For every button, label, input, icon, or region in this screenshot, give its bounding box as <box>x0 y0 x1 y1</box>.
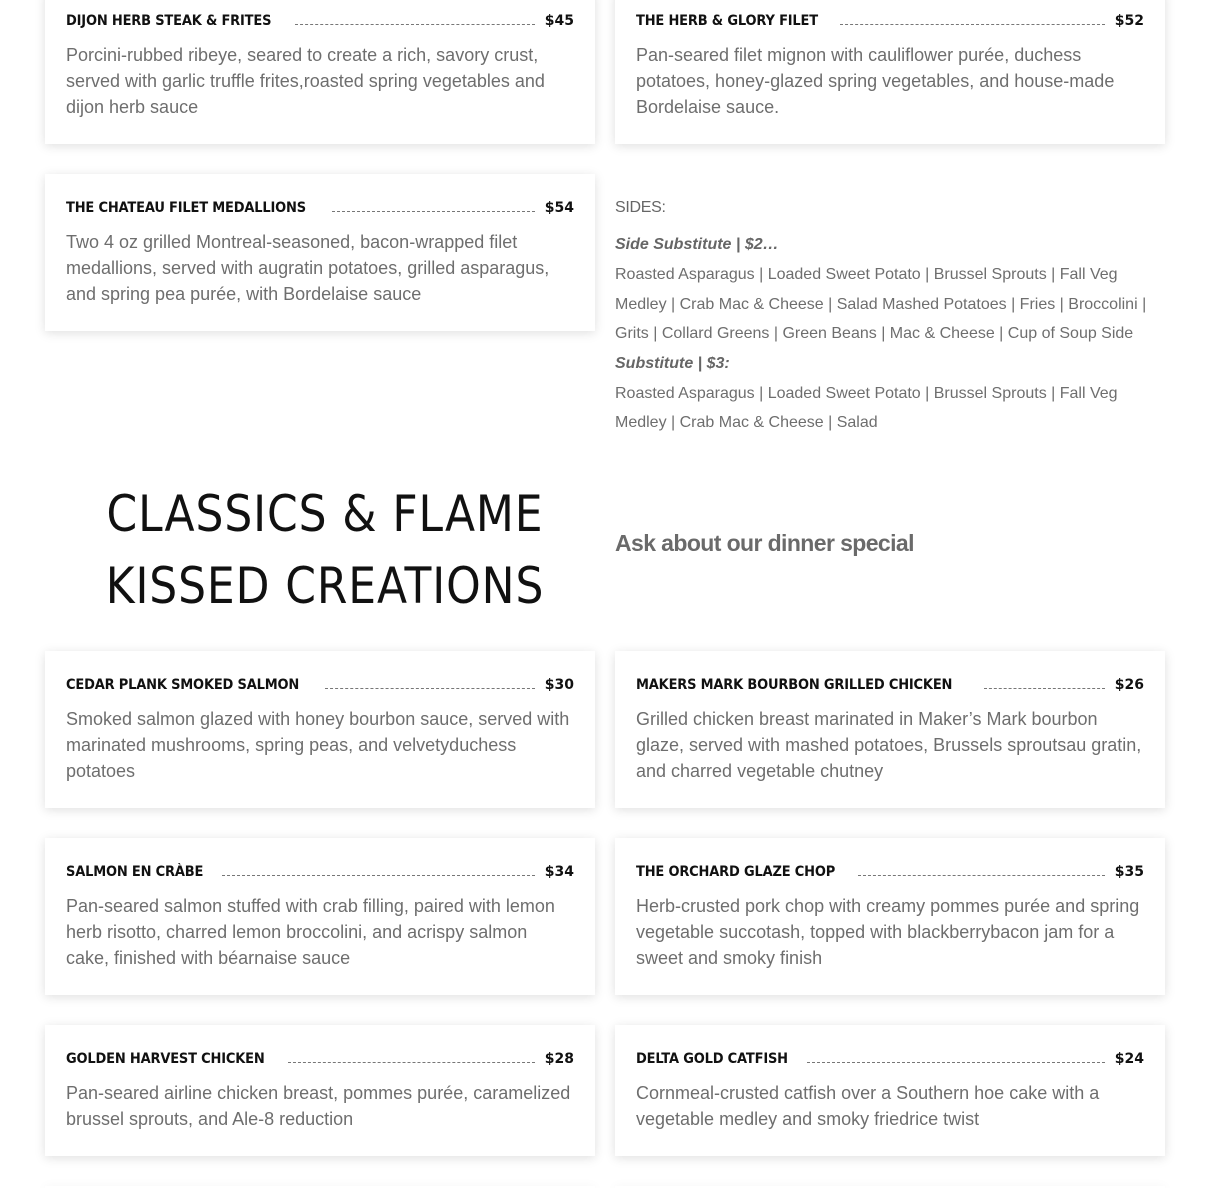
side-substitute-3-label: Substitute | $3: <box>615 354 730 372</box>
menu-card-dijon-herb-steak <box>45 0 595 144</box>
menu-card-header <box>636 1035 1144 1067</box>
menu-item-description: Pan-seared salmon stuffed with crab filling, paired with lemon herb risotto, charred lemon broccolini, and acrispy salmon cake, finished with béarnaise sauce <box>66 896 555 968</box>
section-title <box>79 478 572 622</box>
menu-card-header <box>66 1035 574 1067</box>
menu-item-name: THE HERB & GLORY FILET <box>636 13 818 29</box>
menu-item-description: Porcini-rubbed ribeye, seared to create a rich, savory crust, served with garlic truffle frites,roasted spring vegetables and dijon herb sauce <box>66 45 545 117</box>
menu-card-header <box>66 661 574 693</box>
menu-card-golden-harvest-chicken <box>45 1025 595 1156</box>
menu-item-description: Smoked salmon glazed with honey bourbon sauce, served with marinated mushrooms, spring peas, and velvetyduchess potatoes <box>66 709 570 781</box>
menu-card-cedar-plank-salmon <box>45 651 595 808</box>
menu-item-name: DELTA GOLD CATFISH <box>636 1051 788 1067</box>
dotted-leader <box>222 875 535 876</box>
menu-card-makers-mark-chicken <box>615 651 1165 808</box>
sides-title: SIDES: <box>615 199 666 216</box>
side-substitute-2-list: Roasted Asparagus | Loaded Sweet Potato | Brussel Sprouts | Fall Veg Medley | Crab Mac & Cheese | Salad Mashed Potatoes | Fries | Broccolini | Grits | Collard Greens | Green Beans | Mac & Cheese | Cup of Soup Side <box>615 266 1147 342</box>
menu-card-header <box>66 0 574 29</box>
side-substitute-3-list: Roasted Asparagus | Loaded Sweet Potato | Brussel Sprouts | Fall Veg Medley | Crab Mac & Cheese | Salad <box>615 384 1118 431</box>
menu-card-salmon-en-crabe <box>45 838 595 995</box>
menu-card-header <box>636 0 1144 29</box>
menu-card-delta-gold-catfish <box>615 1025 1165 1156</box>
menu-item-name: DIJON HERB STEAK & FRITES <box>66 13 272 29</box>
menu-card-header <box>636 848 1144 880</box>
menu-item-price: $52 <box>1114 13 1144 29</box>
menu-item-name: THE CHATEAU FILET MEDALLIONS <box>66 200 306 216</box>
dinner-special-note: Ask about our dinner special <box>615 530 914 556</box>
sides-section <box>615 196 1160 438</box>
menu-item-description: Grilled chicken breast marinated in Maker’s Mark bourbon glaze, served with mashed potatoes, Brussels sproutsau gratin, and charred vegetable chutney <box>636 709 1142 781</box>
menu-item-price: $26 <box>1114 677 1144 693</box>
dotted-leader <box>325 688 535 689</box>
menu-item-description: Pan-seared filet mignon with cauliflower purée, duchess potatoes, honey-glazed spring vegetables, and house-made Bordelaise sauce. <box>636 45 1115 117</box>
dotted-leader <box>840 24 1105 25</box>
menu-card-chateau-filet-medallions <box>45 174 595 331</box>
dotted-leader <box>332 211 535 212</box>
menu-item-name: SALMON EN CRÀBE <box>66 864 204 880</box>
dotted-leader <box>295 24 535 25</box>
menu-item-price: $24 <box>1114 1051 1144 1067</box>
menu-card-herb-glory-filet <box>615 0 1165 144</box>
menu-item-description: Two 4 oz grilled Montreal-seasoned, bacon-wrapped filet medallions, served with augratin potatoes, grilled asparagus, and spring pea purée, with Bordelaise sauce <box>66 232 550 304</box>
dotted-leader <box>984 688 1105 689</box>
dotted-leader <box>807 1062 1104 1063</box>
menu-item-description: Herb-crusted pork chop with creamy pommes purée and spring vegetable succotash, topped with blackberrybacon jam for a sweet and smoky finish <box>636 896 1140 968</box>
menu-item-name: CEDAR PLANK SMOKED SALMON <box>66 677 300 693</box>
side-substitute-2-label: Side Substitute | $2… <box>615 236 779 253</box>
menu-item-description: Cornmeal-crusted catfish over a Southern hoe cake with a vegetable medley and smoky friedrice twist <box>636 1083 1100 1129</box>
dotted-leader <box>858 875 1105 876</box>
menu-card-header <box>66 848 574 880</box>
section-title-line-1: CLASSICS & FLAME <box>106 485 544 543</box>
menu-item-price: $28 <box>544 1051 574 1067</box>
menu-item-name: MAKERS MARK BOURBON GRILLED CHICKEN <box>636 677 953 693</box>
menu-item-price: $35 <box>1114 864 1144 880</box>
menu-item-price: $30 <box>544 677 574 693</box>
menu-item-price: $54 <box>544 200 574 216</box>
menu-item-description: Pan-seared airline chicken breast, pommes purée, caramelized brussel sprouts, and Ale-8 reduction <box>66 1083 571 1129</box>
menu-item-name: GOLDEN HARVEST CHICKEN <box>66 1051 265 1067</box>
menu-item-price: $45 <box>544 13 574 29</box>
menu-card-header <box>66 184 574 216</box>
menu-card-header <box>636 661 1144 693</box>
menu-item-price: $34 <box>544 864 574 880</box>
dotted-leader <box>288 1062 535 1063</box>
section-title-line-2: KISSED CREATIONS <box>105 557 545 615</box>
menu-item-name: THE ORCHARD GLAZE CHOP <box>636 864 836 880</box>
menu-card-orchard-glaze-chop <box>615 838 1165 995</box>
